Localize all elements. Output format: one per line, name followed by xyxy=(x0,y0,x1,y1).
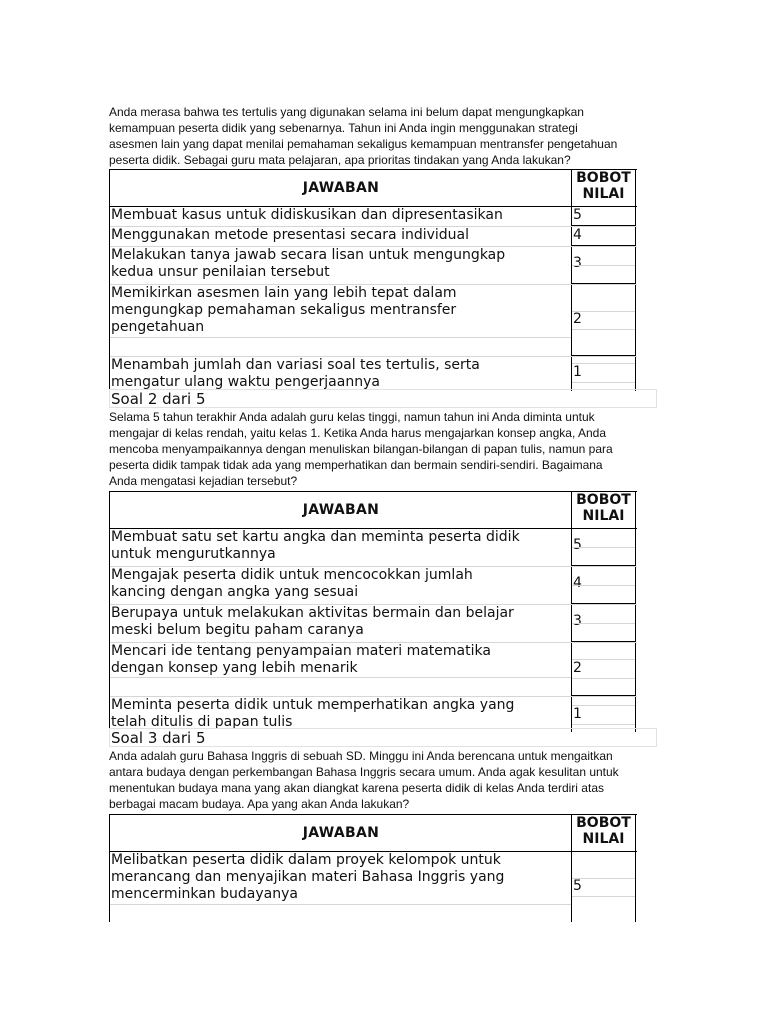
answer-cell xyxy=(110,697,572,732)
score-cell xyxy=(572,357,636,391)
answer-line: Berupaya untuk melakukan aktivitas bermain dan belajar xyxy=(111,605,514,621)
score-cell xyxy=(572,643,636,696)
table-header xyxy=(110,815,637,852)
answer-cell xyxy=(110,285,572,356)
answer-line: Membuat kasus untuk didiskusikan dan dipresentasikan xyxy=(111,207,503,223)
score-cell xyxy=(572,852,636,922)
question-line: Selama 5 tahun terakhir Anda adalah guru kelas tinggi, namun tahun ini Anda diminta untuk xyxy=(109,410,595,424)
question-line: menentukan budaya mana yang akan diangkat karena peserta didik di kelas Anda terdiri atas xyxy=(109,781,604,795)
table-row xyxy=(110,529,637,567)
question-counter: Soal 2 dari 5 xyxy=(109,389,657,408)
score-value: 2 xyxy=(573,311,582,327)
table-row xyxy=(110,852,637,922)
score-cell xyxy=(572,207,636,226)
header-score xyxy=(572,815,636,851)
question-line: mengajar di kelas rendah, yaitu kelas 1. Ketika Anda harus mengajarkan konsep angka, Anda xyxy=(109,426,606,440)
table-row xyxy=(110,567,637,605)
answer-line: mengatur ulang waktu pengerjaannya xyxy=(111,374,380,390)
question-line: peserta didik. Sebagai guru mata pelajaran, apa prioritas tindakan yang Anda lakukan? xyxy=(109,153,571,167)
score-value: 5 xyxy=(573,207,582,223)
question-line: Anda adalah guru Bahasa Inggris di sebuah SD. Minggu ini Anda berencana untuk mengaitkan xyxy=(109,749,613,763)
answer-cell xyxy=(110,247,572,284)
header-score-line1: BOBOT xyxy=(576,170,631,186)
answer-line: Meminta peserta didik untuk memperhatikan angka yang xyxy=(111,697,515,713)
answer-table-1 xyxy=(109,169,637,391)
table-row xyxy=(110,697,637,732)
table-row xyxy=(110,285,637,357)
answer-cell xyxy=(110,567,572,604)
answer-line: pengetahuan xyxy=(111,319,205,335)
header-score-line1: BOBOT xyxy=(576,815,631,831)
answer-cell xyxy=(110,643,572,696)
table-row xyxy=(110,247,637,285)
answer-line: meski belum begitu paham caranya xyxy=(111,622,364,638)
score-cell xyxy=(572,529,636,566)
score-value: 2 xyxy=(573,660,582,676)
table-row xyxy=(110,227,637,247)
answer-line: Melibatkan peserta didik dalam proyek kelompok untuk xyxy=(111,852,501,868)
answer-table-2 xyxy=(109,491,637,732)
answer-line: Memikirkan asesmen lain yang lebih tepat dalam xyxy=(111,285,457,301)
question-line: mencoba menyampaikannya dengan menuliskan bilangan-bilangan di papan tulis, namun para xyxy=(109,442,613,456)
header-score xyxy=(572,492,636,528)
answer-line: kancing dengan angka yang sesuai xyxy=(111,584,359,600)
answer-cell xyxy=(110,207,572,226)
score-cell xyxy=(572,697,636,732)
table-row xyxy=(110,605,637,643)
score-cell xyxy=(572,247,636,284)
score-value: 5 xyxy=(573,537,582,553)
answer-line: mencerminkan budayanya xyxy=(111,886,298,902)
header-score-line1: BOBOT xyxy=(576,492,631,508)
score-value: 3 xyxy=(573,613,582,629)
score-cell xyxy=(572,567,636,604)
question-line: Anda mengatasi kejadian tersebut? xyxy=(109,474,298,488)
answer-line: Menggunakan metode presentasi secara individual xyxy=(111,227,470,243)
answer-line: Mencari ide tentang penyampaian materi matematika xyxy=(111,643,491,659)
answer-line: merancang dan menyajikan materi Bahasa Inggris yang xyxy=(111,869,505,885)
question-1-text xyxy=(109,104,669,168)
header-answer: JAWABAN xyxy=(110,170,572,206)
answer-line: Melakukan tanya jawab secara lisan untuk mengungkap xyxy=(111,247,506,263)
score-value: 3 xyxy=(573,255,582,271)
header-answer: JAWABAN xyxy=(110,492,572,528)
header-score-line2: NILAI xyxy=(582,508,625,524)
answer-line: kedua unsur penilaian tersebut xyxy=(111,264,330,280)
score-value: 5 xyxy=(573,878,582,894)
answer-line: Mengajak peserta didik untuk mencocokkan jumlah xyxy=(111,567,473,583)
table-row xyxy=(110,357,637,391)
header-answer: JAWABAN xyxy=(110,815,572,851)
answer-line: telah ditulis di papan tulis xyxy=(111,714,293,730)
table-header xyxy=(110,492,637,529)
header-score-line2: NILAI xyxy=(582,831,625,847)
question-line: asesmen lain yang dapat menilai pemahaman sekaligus kemampuan mentransfer pengetahuan xyxy=(109,137,618,151)
table-row xyxy=(110,643,637,697)
answer-cell xyxy=(110,852,572,922)
answer-cell xyxy=(110,605,572,642)
score-cell xyxy=(572,605,636,642)
question-line: kemampuan peserta didik yang sebenarnya. Tahun ini Anda ingin menggunakan strategi xyxy=(109,121,578,135)
score-value: 4 xyxy=(573,575,582,591)
answer-line: untuk mengurutkannya xyxy=(111,546,276,562)
answer-line: Menambah jumlah dan variasi soal tes tertulis, serta xyxy=(111,357,480,373)
score-cell xyxy=(572,285,636,356)
question-line: Anda merasa bahwa tes tertulis yang digunakan selama ini belum dapat mengungkapkan xyxy=(109,105,584,119)
score-value: 1 xyxy=(573,364,582,380)
answer-line: mengungkap pemahaman sekaligus mentransfer xyxy=(111,302,457,318)
answer-cell xyxy=(110,227,572,246)
header-score xyxy=(572,170,636,206)
question-counter: Soal 3 dari 5 xyxy=(109,728,657,747)
question-line: berbagai macam budaya. Apa yang akan Anda lakukan? xyxy=(109,797,410,811)
question-line: antara budaya dengan perkembangan Bahasa Inggris secara umum. Anda agak kesulitan untuk xyxy=(109,765,619,779)
question-2-text xyxy=(109,409,669,489)
question-3-text xyxy=(109,748,669,812)
table-row xyxy=(110,207,637,227)
header-score-line2: NILAI xyxy=(582,186,625,202)
answer-table-3 xyxy=(109,814,637,922)
answer-line: Membuat satu set kartu angka dan meminta peserta didik xyxy=(111,529,520,545)
score-value: 1 xyxy=(573,706,582,722)
answer-line: dengan konsep yang lebih menarik xyxy=(111,660,358,676)
score-value: 4 xyxy=(573,227,582,243)
table-header xyxy=(110,170,637,207)
answer-cell xyxy=(110,357,572,391)
question-line: peserta didik tampak tidak ada yang memperhatikan dan bermain sendiri-sendiri. Bagaimana xyxy=(109,458,603,472)
answer-cell xyxy=(110,529,572,566)
score-cell xyxy=(572,227,636,246)
